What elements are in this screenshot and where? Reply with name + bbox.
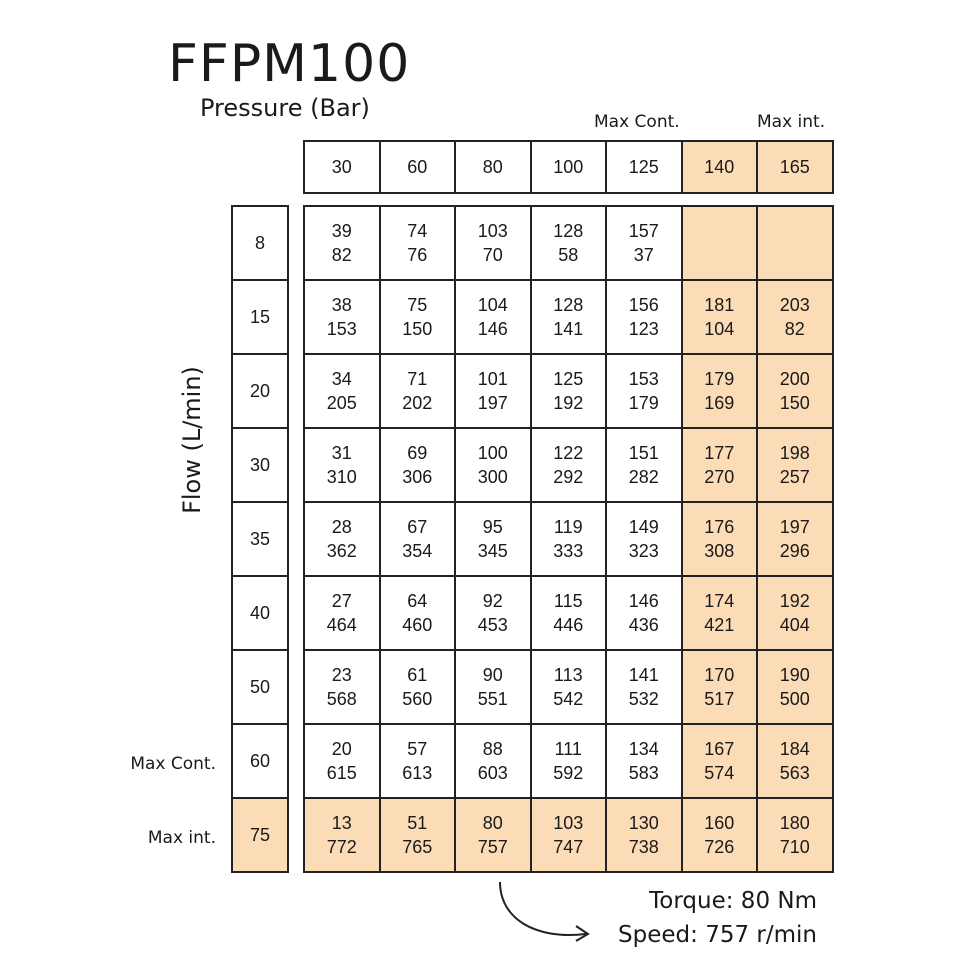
speed-value: 306	[402, 467, 433, 487]
data-cell	[682, 576, 758, 650]
torque-value: 13	[331, 813, 352, 833]
data-cell	[531, 206, 607, 280]
data-cell	[531, 502, 607, 576]
speed-value: 738	[628, 837, 659, 857]
speed-value: 76	[407, 245, 428, 265]
data-cell	[757, 650, 833, 724]
data-cell	[757, 502, 833, 576]
speed-value: 123	[628, 319, 659, 339]
data-cell	[531, 428, 607, 502]
torque-value: 180	[779, 813, 810, 833]
data-cell	[606, 576, 682, 650]
speed-value: 747	[553, 837, 584, 857]
data-cell	[455, 206, 531, 280]
torque-value: 203	[779, 295, 810, 315]
data-cell	[380, 428, 456, 502]
data-cell	[757, 724, 833, 798]
data-cell	[682, 650, 758, 724]
data-cell	[606, 354, 682, 428]
speed-value: 592	[553, 763, 584, 783]
pressure-header-cell: 140	[682, 141, 758, 193]
speed-value: 70	[482, 245, 503, 265]
torque-value: 39	[331, 221, 352, 241]
torque-value: 51	[407, 813, 428, 833]
torque-value: 67	[407, 517, 428, 537]
torque-value: 122	[553, 443, 584, 463]
data-cell	[455, 280, 531, 354]
flow-cell: 60	[232, 724, 288, 798]
torque-value: 130	[628, 813, 659, 833]
data-cell	[682, 280, 758, 354]
speed-value: 603	[477, 763, 508, 783]
speed-value: 583	[628, 763, 659, 783]
torque-value: 100	[477, 443, 508, 463]
data-cell	[606, 280, 682, 354]
flow-cell: 75	[232, 798, 288, 872]
speed-value: 757	[477, 837, 508, 857]
torque-value: 115	[553, 591, 583, 611]
speed-value: 308	[704, 541, 735, 561]
speed-value: 169	[704, 393, 735, 413]
torque-value: 75	[407, 295, 428, 315]
callout-box	[605, 884, 817, 952]
torque-value: 90	[482, 665, 503, 685]
torque-value: 57	[407, 739, 428, 759]
data-cell	[531, 354, 607, 428]
torque-value: 160	[704, 813, 735, 833]
flow-column	[231, 205, 289, 873]
data-cell	[304, 798, 380, 872]
data-cell	[757, 798, 833, 872]
torque-value: 197	[779, 517, 810, 537]
speed-value: 772	[326, 837, 357, 857]
speed-value: 82	[784, 319, 805, 339]
data-cell	[380, 206, 456, 280]
data-cell	[606, 650, 682, 724]
data-cell	[682, 798, 758, 872]
torque-value: 69	[407, 443, 428, 463]
torque-value: 38	[331, 295, 352, 315]
speed-value: 104	[704, 319, 735, 339]
speed-value: 551	[477, 689, 508, 709]
data-cell	[455, 650, 531, 724]
speed-value: 446	[553, 615, 584, 635]
torque-value: 128	[553, 221, 584, 241]
torque-value: 31	[331, 443, 352, 463]
data-cell	[606, 428, 682, 502]
flow-cell: 35	[232, 502, 288, 576]
data-cell	[455, 798, 531, 872]
torque-value: 179	[704, 369, 735, 389]
torque-value: 192	[779, 591, 810, 611]
page-title: FFPM100	[168, 34, 411, 94]
torque-value: 141	[628, 665, 659, 685]
speed-value: 568	[326, 689, 357, 709]
data-cell	[455, 576, 531, 650]
data-cell	[531, 576, 607, 650]
data-cell	[380, 724, 456, 798]
torque-value: 92	[482, 591, 503, 611]
speed-value: 460	[402, 615, 433, 635]
data-cell	[304, 354, 380, 428]
data-cell	[606, 206, 682, 280]
data-cell	[304, 206, 380, 280]
speed-value: 153	[326, 319, 357, 339]
data-cell	[606, 798, 682, 872]
flow-cell: 30	[232, 428, 288, 502]
speed-value: 296	[779, 541, 810, 561]
speed-value: 146	[477, 319, 508, 339]
pressure-axis-label: Pressure (Bar)	[200, 94, 370, 122]
callout-speed: Speed: 757 r/min	[618, 922, 817, 948]
torque-value: 103	[553, 813, 584, 833]
flow-cell: 8	[232, 206, 288, 280]
torque-value: 156	[628, 295, 659, 315]
data-cell	[682, 428, 758, 502]
torque-value: 28	[331, 517, 352, 537]
data-cell	[531, 724, 607, 798]
data-cell	[531, 280, 607, 354]
torque-value: 113	[553, 665, 583, 685]
torque-value: 151	[628, 443, 659, 463]
data-cell	[757, 206, 833, 280]
flow-cell: 40	[232, 576, 288, 650]
torque-value: 184	[779, 739, 810, 759]
speed-value: 345	[477, 541, 508, 561]
torque-value: 134	[628, 739, 659, 759]
data-cell	[455, 502, 531, 576]
pressure-header-cell: 125	[606, 141, 682, 193]
torque-value: 153	[628, 369, 659, 389]
data-cell	[682, 502, 758, 576]
data-cell	[304, 428, 380, 502]
data-cell	[757, 354, 833, 428]
torque-value: 198	[779, 443, 810, 463]
speed-value: 323	[628, 541, 659, 561]
data-cell	[380, 354, 456, 428]
torque-value: 61	[407, 665, 428, 685]
data-cell	[606, 724, 682, 798]
speed-value: 202	[402, 393, 433, 413]
header-max-cont-label: Max Cont.	[594, 112, 680, 132]
speed-value: 150	[779, 393, 810, 413]
speed-value: 517	[704, 689, 735, 709]
speed-value: 726	[704, 837, 735, 857]
torque-value: 119	[553, 517, 583, 537]
speed-value: 82	[331, 245, 352, 265]
speed-value: 563	[779, 763, 810, 783]
speed-value: 37	[633, 245, 654, 265]
data-cell	[682, 206, 758, 280]
data-cell	[380, 650, 456, 724]
data-cell	[304, 576, 380, 650]
torque-value: 71	[407, 369, 428, 389]
header-max-int-label: Max int.	[757, 112, 826, 132]
speed-value: 574	[704, 763, 735, 783]
pressure-header-cell: 80	[455, 141, 531, 193]
torque-value: 128	[553, 295, 584, 315]
speed-value: 421	[704, 615, 735, 635]
torque-value: 157	[628, 221, 659, 241]
performance-table	[303, 205, 834, 873]
data-cell	[380, 576, 456, 650]
data-cell	[380, 502, 456, 576]
data-cell	[380, 280, 456, 354]
speed-value: 141	[553, 319, 584, 339]
flow-cell: 20	[232, 354, 288, 428]
data-cell	[682, 354, 758, 428]
data-cell	[757, 280, 833, 354]
torque-value: 125	[553, 369, 584, 389]
torque-value: 23	[331, 665, 352, 685]
callout-torque: Torque: 80 Nm	[649, 888, 817, 914]
torque-value: 146	[628, 591, 659, 611]
pressure-header-row	[303, 140, 834, 194]
speed-value: 613	[402, 763, 433, 783]
torque-value: 149	[628, 517, 659, 537]
speed-value: 453	[477, 615, 508, 635]
torque-value: 74	[407, 221, 428, 241]
speed-value: 179	[628, 393, 659, 413]
data-cell	[304, 502, 380, 576]
flow-cell: 15	[232, 280, 288, 354]
torque-value: 170	[704, 665, 735, 685]
data-cell	[304, 280, 380, 354]
data-cell	[531, 650, 607, 724]
data-cell	[380, 798, 456, 872]
data-cell	[304, 724, 380, 798]
speed-value: 292	[553, 467, 584, 487]
data-cell	[455, 354, 531, 428]
torque-value: 95	[482, 517, 503, 537]
speed-value: 282	[628, 467, 659, 487]
side-max-int-label: Max int.	[147, 828, 216, 848]
data-cell	[757, 576, 833, 650]
speed-value: 310	[326, 467, 357, 487]
torque-value: 181	[704, 295, 735, 315]
torque-value: 103	[477, 221, 508, 241]
torque-value: 111	[554, 739, 582, 759]
torque-value: 190	[779, 665, 810, 685]
data-cell	[682, 724, 758, 798]
pressure-header-cell: 30	[304, 141, 380, 193]
data-cell	[606, 502, 682, 576]
data-cell	[531, 798, 607, 872]
speed-value: 205	[326, 393, 357, 413]
torque-value: 20	[331, 739, 352, 759]
pressure-header-cell: 165	[757, 141, 833, 193]
torque-value: 104	[477, 295, 508, 315]
speed-value: 532	[628, 689, 659, 709]
flow-cell: 50	[232, 650, 288, 724]
speed-value: 333	[553, 541, 584, 561]
speed-value: 192	[553, 393, 584, 413]
data-cell	[455, 724, 531, 798]
speed-value: 436	[628, 615, 659, 635]
speed-value: 615	[326, 763, 357, 783]
speed-value: 270	[704, 467, 735, 487]
speed-value: 354	[402, 541, 433, 561]
pressure-header-cell: 60	[380, 141, 456, 193]
torque-value: 174	[704, 591, 735, 611]
torque-value: 167	[704, 739, 735, 759]
torque-value: 177	[704, 443, 735, 463]
speed-value: 150	[402, 319, 433, 339]
speed-value: 500	[779, 689, 810, 709]
speed-value: 710	[779, 837, 810, 857]
speed-value: 197	[477, 393, 508, 413]
speed-value: 362	[326, 541, 357, 561]
torque-value: 101	[477, 369, 508, 389]
speed-value: 404	[779, 615, 810, 635]
speed-value: 464	[326, 615, 357, 635]
torque-value: 88	[482, 739, 503, 759]
speed-value: 300	[477, 467, 508, 487]
torque-value: 27	[331, 591, 352, 611]
torque-value: 176	[704, 517, 735, 537]
flow-axis-label: Flow (L/min)	[178, 366, 206, 514]
speed-value: 58	[558, 245, 579, 265]
data-cell	[455, 428, 531, 502]
speed-value: 257	[779, 467, 810, 487]
callout-arrow-icon	[494, 878, 604, 948]
torque-value: 80	[482, 813, 503, 833]
speed-value: 560	[402, 689, 433, 709]
torque-value: 200	[779, 369, 810, 389]
side-max-cont-label: Max Cont.	[130, 754, 216, 774]
speed-value: 765	[402, 837, 433, 857]
speed-value: 542	[553, 689, 584, 709]
data-cell	[304, 650, 380, 724]
torque-value: 64	[407, 591, 428, 611]
torque-value: 34	[331, 369, 352, 389]
pressure-header-cell: 100	[531, 141, 607, 193]
data-cell	[757, 428, 833, 502]
